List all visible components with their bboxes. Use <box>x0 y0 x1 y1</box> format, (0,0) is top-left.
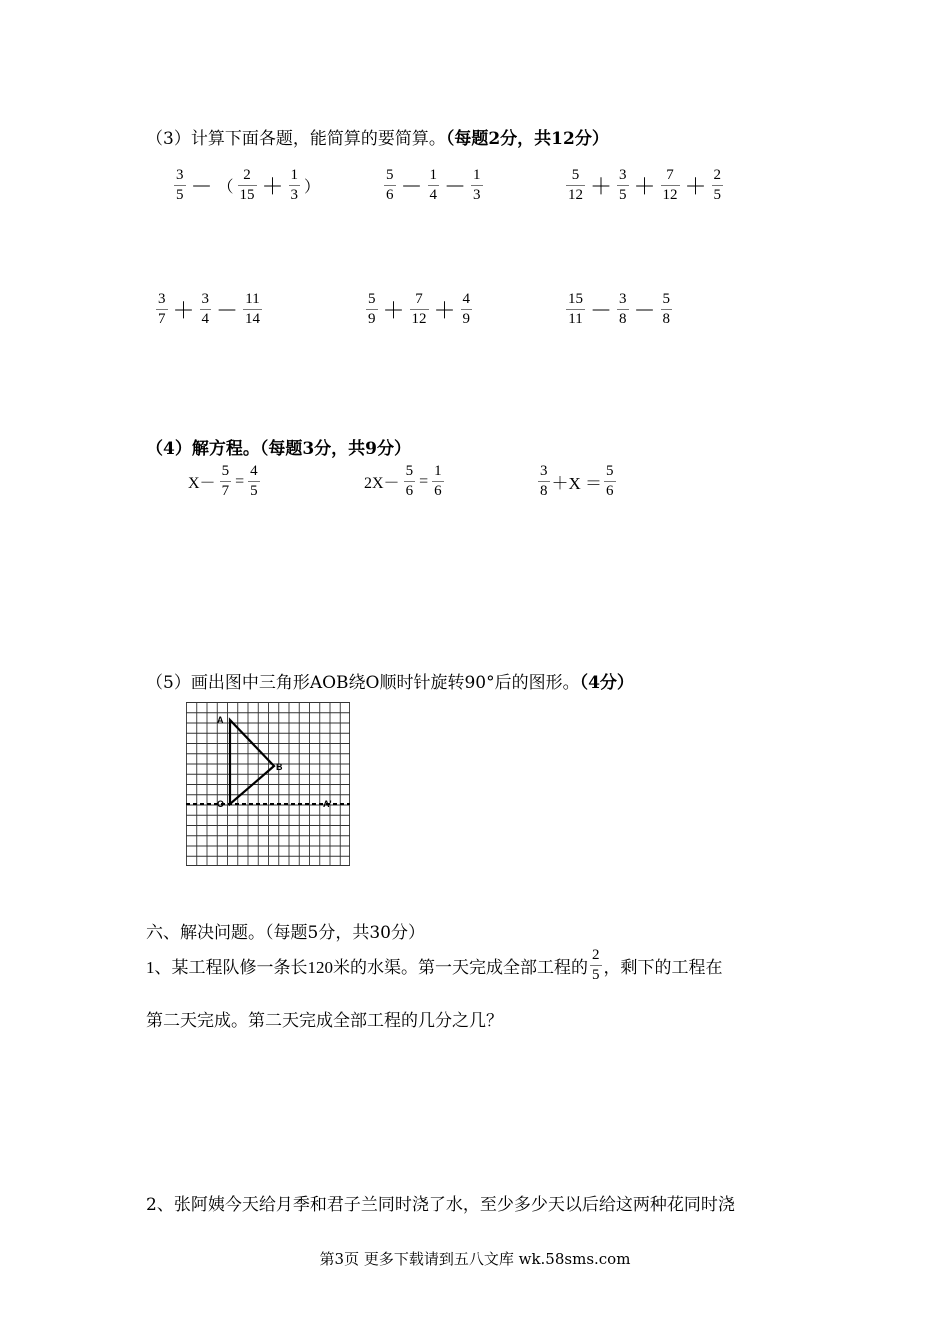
grid-figure <box>186 702 350 866</box>
section5-score: （4分） <box>579 673 634 693</box>
expr-2-1 <box>154 290 264 329</box>
paren: ） <box>304 179 321 196</box>
equals: = <box>235 472 245 490</box>
operator: － <box>444 174 467 199</box>
fraction: $\frac{3}{5}$ <box>176 167 184 203</box>
grid-lines <box>186 702 350 866</box>
fraction: $\frac{1}{6}$ <box>434 463 442 499</box>
section6-heading: 六、解决问题。（每题5分，共30分） <box>146 923 425 943</box>
problem-1-text: 1、某工程队修一条长120米的水渠。第一天完成全部工程的 <box>146 958 588 977</box>
rotation-grid <box>186 702 350 866</box>
fraction: $\frac{5}{6}$ <box>386 167 394 203</box>
fraction: $\frac{5}{9}$ <box>368 291 376 327</box>
operator: ＋ <box>172 298 195 323</box>
equation-3 <box>536 462 618 501</box>
problem-1-line-1 <box>146 946 723 985</box>
operator: ＋ <box>633 174 656 199</box>
label-a-prime: A' <box>323 799 332 809</box>
fraction: $\frac{3}{7}$ <box>158 291 166 327</box>
triangle-aob <box>230 720 274 804</box>
operator: － <box>590 298 613 323</box>
expr-1-2 <box>382 166 485 205</box>
equation-prefix: 2X－ <box>364 475 400 492</box>
fraction: $\frac{11}{14}$ <box>245 291 261 327</box>
operator: ＋ <box>684 174 707 199</box>
page-footer: 第3页 更多下载请到五八文库 wk.58sms.com <box>319 1250 631 1268</box>
section5-heading <box>146 668 634 693</box>
operator: ＋ <box>433 298 456 323</box>
fraction: $\frac{1}{4}$ <box>429 167 438 203</box>
fraction: $\frac{5}{6}$ <box>405 463 414 499</box>
fraction: $\frac{3}{8}$ <box>540 463 548 499</box>
section4-heading: （4）解方程。（每题3分，共9分） <box>146 439 411 459</box>
fraction: $\frac{2}{5}$ <box>592 947 600 983</box>
fraction: $\frac{5}{8}$ <box>662 291 671 327</box>
operator: ＋ <box>382 298 405 323</box>
paren: （ <box>217 179 234 196</box>
fraction: $\frac{1}{3}$ <box>290 167 299 203</box>
fraction: $\frac{2}{5}$ <box>713 167 722 203</box>
fraction: $\frac{4}{9}$ <box>462 291 471 327</box>
section5-title: （5）画出图中三角形AOB绕O顺时针旋转90°后的图形。 <box>146 673 580 693</box>
fraction: $\frac{3}{4}$ <box>201 291 210 327</box>
expr-2-3 <box>564 290 674 329</box>
section3-score: （每题2分，共12分） <box>445 129 609 149</box>
operator: － <box>190 174 213 199</box>
equation-1 <box>186 462 262 501</box>
section3-title: （3）计算下面各题，能简算的要简算。 <box>146 129 446 149</box>
equation-prefix: X－ <box>188 475 216 492</box>
operator: － <box>400 174 423 199</box>
section3-heading <box>146 124 609 149</box>
label-b: B <box>276 762 283 772</box>
equation-2 <box>362 462 446 501</box>
problem-1-line-2: 第二天完成。第二天完成全部工程的几分之几？ <box>146 1011 503 1031</box>
fraction: $\frac{4}{5}$ <box>250 463 258 499</box>
fraction: $\frac{3}{5}$ <box>619 167 627 203</box>
fraction: $\frac{1}{3}$ <box>473 167 481 203</box>
fraction: $\frac{5}{6}$ <box>606 463 614 499</box>
problem-2-line-1: 2、张阿姨今天给月季和君子兰同时浇了水，至少多少天以后给这两种花同时浇 <box>146 1195 735 1215</box>
fraction: $\frac{3}{8}$ <box>619 291 627 327</box>
expr-1-1 <box>172 166 322 205</box>
operator: － <box>633 298 656 323</box>
fraction: $\frac{5}{7}$ <box>221 463 230 499</box>
equals: = <box>419 472 429 490</box>
fraction: $\frac{7}{12}$ <box>662 167 678 203</box>
operator: ＋ <box>261 174 284 199</box>
expr-2-2 <box>364 290 474 329</box>
operator: ＋ <box>590 174 613 199</box>
problem-1-text-cont: ，剩下的工程在 <box>603 958 723 977</box>
label-a: A <box>217 715 224 725</box>
fraction: $\frac{15}{11}$ <box>568 291 583 327</box>
fraction: $\frac{2}{15}$ <box>239 167 255 203</box>
fraction: $\frac{7}{12}$ <box>411 291 427 327</box>
equation-middle: ＋X ＝ <box>551 474 603 493</box>
operator: － <box>216 298 239 323</box>
expr-1-3 <box>564 166 725 205</box>
label-o: O <box>217 799 225 809</box>
fraction: $\frac{5}{12}$ <box>568 167 583 203</box>
